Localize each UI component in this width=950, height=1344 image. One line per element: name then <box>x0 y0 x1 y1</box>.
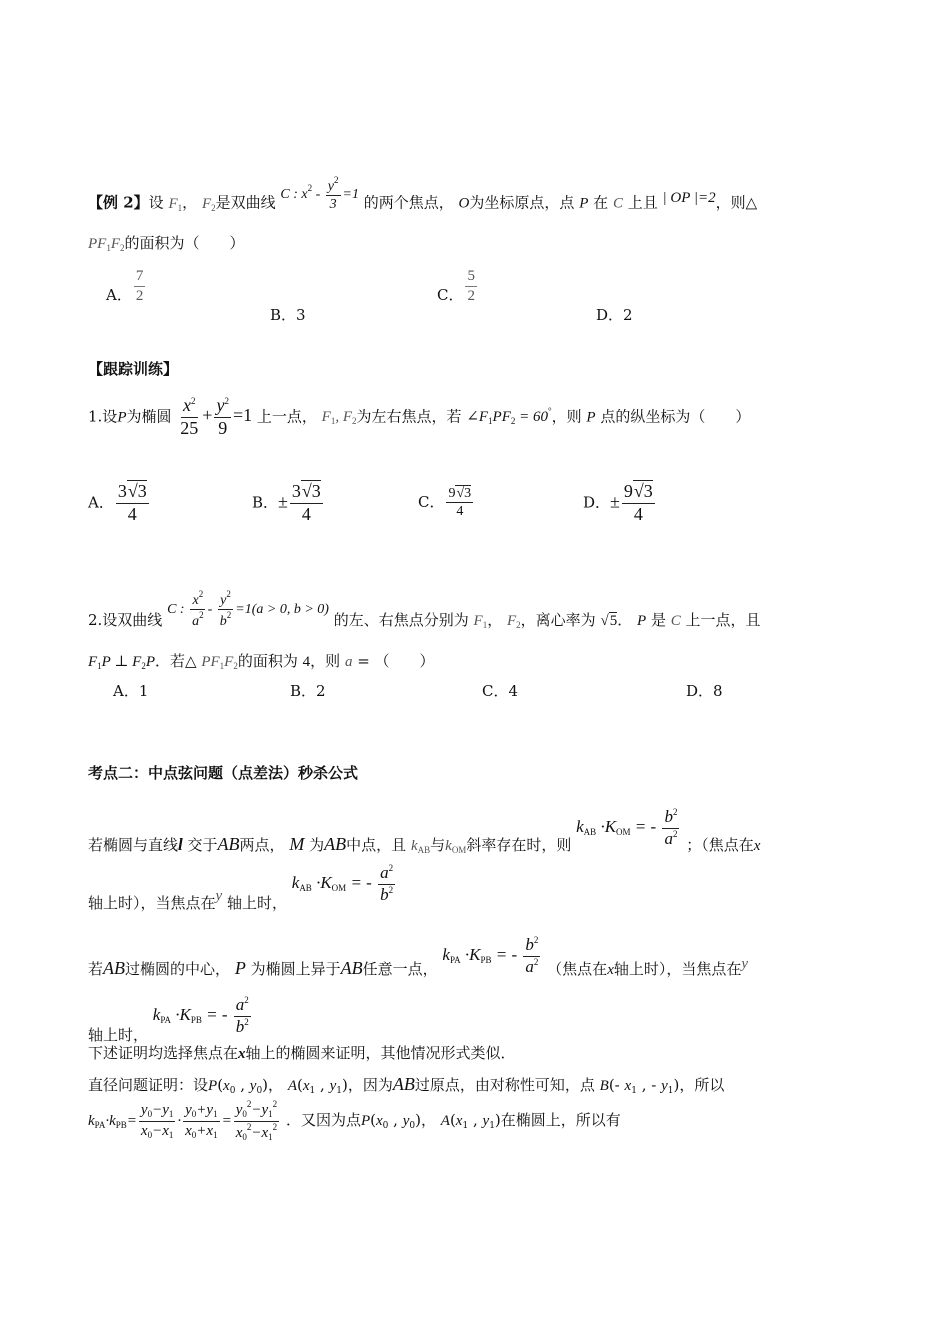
section-paragraph-6: 直径问题证明：设$P(x_0$ , $y_0$)， $A(x_1$ , $y_1$)，因为AB过原点，由对称性可知，点 B(- $x_1$ , - $y_1$)，所以 <box>88 1074 725 1096</box>
proof-formula: $k_{PA}\cdot k_{PB}=$ $\frac{y_0-y_1}{x_0-x_1}$ · $\frac{y_0+y_1}{x_0+x_1}$ = $\frac{y_0^2-y_1^2}{x_0^2-x_1^2}$ <box>88 1099 278 1142</box>
example-2-line-1: 【例 2】设 $F_1$， $F_2$是双曲线 C : $x^2$ - $\frac{y^2}{3}$ =1 的两个焦点， O为坐标原点，点 P 在 C 上且 | OP |=2，则△ <box>88 175 758 213</box>
question-1-option-a[interactable]: A． $\frac{3√3}{4}$ <box>88 481 147 524</box>
question-1-option-b[interactable]: B．± $\frac{3√3}{4}$ <box>252 481 321 524</box>
question-2-line-1: 2.设双曲线 C : $\frac{x^2}{a^2}$ - $\frac{y^2}{b^2}$ =1(a > 0, b > 0) 的左、右焦点分别为 $F_1$， $F_2$，离心率为 √5． P 是 C 上一点，且 <box>88 589 761 631</box>
example-2-option-c[interactable]: C． $\frac{5}{2}$ <box>437 268 475 304</box>
question-1-option-d[interactable]: D．± $\frac{9√3}{4}$ <box>583 481 653 524</box>
example-2-option-d[interactable]: D．2 <box>596 306 633 324</box>
section-heading: 考点二：中点弦问题（点差法）秒杀公式 <box>88 764 359 782</box>
hyperbola-equation: C : $x^2$ - $\frac{y^2}{3}$ =1 <box>280 175 359 213</box>
question-1-option-c[interactable]: C． $\frac{9√3}{4}$ <box>418 486 472 520</box>
section-paragraph-1: 若椭圆与直线l 交于AB两点， M 为AB中点，且 $k_{AB}$与$k_{OM}$斜率存在时，则 $k_{AB} \cdot K_{OM}$ = - $\frac{b^2}{a^2}$ ；（焦点在x <box>88 807 761 856</box>
example-2-line-2: $PF_1F_2$的面积为（ ） <box>88 234 245 253</box>
question-2-line-2: $F_1P$ ⊥ $F_2P$．若△ $PF_1F_2$的面积为 4，则 a = （ ） <box>88 652 435 671</box>
hyperbola-equation-2: C : $\frac{x^2}{a^2}$ - $\frac{y^2}{b^2}$ =1(a > 0, b > 0) <box>167 589 329 630</box>
example-2-option-b[interactable]: B．3 <box>270 306 306 324</box>
section-paragraph-2: 轴上时），当焦点在y 轴上时， $k_{AB} \cdot K_{OM}$ = - $\frac{a^2}{b^2}$ <box>88 884 397 924</box>
example-label: 【例 2】 <box>88 193 149 212</box>
formula-kpa-kpb-y: $k_{PA} \cdot K_{PB}$ = - $\frac{a^2}{b^2}$ <box>152 995 249 1036</box>
section-paragraph-5: 下述证明均选择焦点在x轴上的椭圆来证明，其他情况形式类似． <box>88 1044 516 1062</box>
tracking-heading: 【跟踪训练】 <box>88 360 179 378</box>
question-2-option-a[interactable]: A．1 <box>113 682 149 700</box>
formula-kpa-kpb-x: $k_{PA} \cdot K_{PB}$ = - $\frac{b^2}{a^2}$ <box>442 935 539 976</box>
formula-kab-kom-y: $k_{AB} \cdot K_{OM}$ = - $\frac{a^2}{b^2}$ <box>291 863 394 904</box>
question-1: 1.设P为椭圆 $\frac{x^2}{25}$ + $\frac{y^2}{9}$ =1 上一点， $F_1$, $F_2$为左右焦点，若 $\angle F_1PF_2 = 60^\circ$，则 P 点的纵坐标为（ ） <box>88 395 751 438</box>
section-paragraph-7: $k_{PA}\cdot k_{PB}=$ $\frac{y_0-y_1}{x_0-x_1}$ · $\frac{y_0+y_1}{x_0+x_1}$ = $\frac{y_0^2-y_1^2}{x_0^2-x_1^2}$ ．又因为点$P(x_0$ , $y_0$)， $A(x_1$ , $y_1$)在椭圆上，所以有 <box>88 1099 621 1142</box>
question-2-option-b[interactable]: B．2 <box>290 682 326 700</box>
ellipse-equation: $\frac{x^2}{25}$ + $\frac{y^2}{9}$ =1 <box>180 395 253 438</box>
example-2-option-a[interactable]: A． $\frac{7}{2}$ <box>106 268 144 304</box>
section-paragraph-4: 轴上时， $k_{PA} \cdot K_{PB}$ = - $\frac{a^2}{b^2}$ <box>88 1016 253 1056</box>
section-paragraph-3: 若AB过椭圆的中心， P 为椭圆上异于AB任意一点， $k_{PA} \cdot K_{PB}$ = - $\frac{b^2}{a^2}$ （焦点在x轴上时），当焦点在y <box>88 935 749 979</box>
question-2-option-c[interactable]: C．4 <box>482 682 519 700</box>
question-2-option-d[interactable]: D．8 <box>686 682 723 700</box>
formula-kab-kom-x: $k_{AB} \cdot K_{OM}$ = - $\frac{b^2}{a^2}$ <box>576 807 678 848</box>
